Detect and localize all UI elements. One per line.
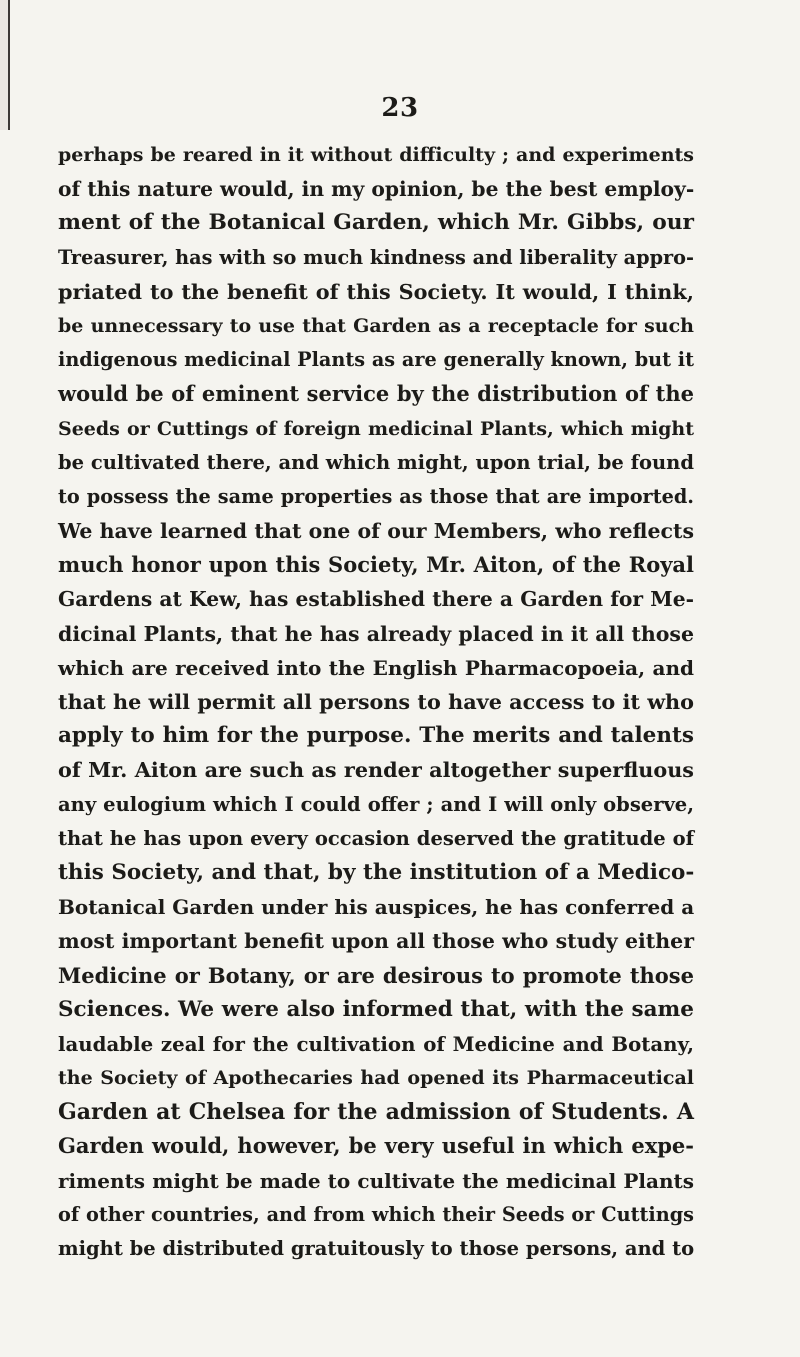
text-line: might be distributed gratuitously to those persons, and to — [58, 1237, 695, 1260]
body-text — [58, 138, 694, 1266]
text-line: Botanical Garden under his auspices, he has conferred a — [58, 895, 695, 920]
text-line: be cultivated there, and which might, upon trial, be found — [58, 450, 694, 474]
text-line: Seeds or Cuttings of foreign medicinal Plants, which might — [58, 417, 694, 440]
text-line: that he has upon every occasion deserved the gratitude of — [58, 826, 694, 850]
text-line: laudable zeal for the cultivation of Medicine and Botany, — [58, 1031, 694, 1056]
text-line: Garden at Chelsea for the admission of Students. A — [58, 1099, 694, 1126]
text-line: would be of eminent service by the distribution of the — [58, 381, 694, 407]
text-line: Garden would, however, be very useful in which expe- — [58, 1133, 694, 1159]
text-line: this Society, and that, by the institution of a Medico- — [58, 859, 695, 885]
text-line: most important benefit upon all those who study either — [58, 929, 694, 954]
text-line: any eulogium which I could offer ; and I will only observe, — [58, 792, 694, 816]
text-line: priated to the benefit of this Society. It would, I think, — [58, 279, 694, 304]
text-line: apply to him for the purpose. The merits and talents — [58, 723, 694, 749]
text-line: riments might be made to cultivate the medicinal Plants — [58, 1168, 694, 1193]
text-line: of this nature would, in my opinion, be the best employ- — [58, 177, 695, 202]
text-line: the Society of Apothecaries had opened its Pharmaceutical — [58, 1067, 694, 1090]
text-line: be unnecessary to use that Garden as a receptacle for such — [58, 314, 694, 337]
text-line: dicinal Plants, that he has already placed in it all those — [58, 621, 694, 646]
text-line: of Mr. Aiton are such as render altogether superfluous — [58, 758, 694, 783]
text-line: that he will permit all persons to have access to it who — [58, 690, 694, 714]
text-line: of other countries, and from which their Seeds or Cuttings — [58, 1202, 694, 1226]
text-line: We have learned that one of our Members, who reflects — [58, 519, 694, 544]
text-line: Medicine or Botany, or are desirous to promote those — [58, 962, 694, 988]
text-line: which are received into the English Pharmacopoeia, and — [58, 655, 694, 680]
text-line: Sciences. We were also informed that, with the same — [58, 996, 694, 1022]
text-line: much honor upon this Society, Mr. Aiton, of the Royal — [58, 552, 694, 578]
text-line: Treasurer, has with so much kindness and liberality appro- — [58, 245, 694, 269]
text-line: ment of the Botanical Garden, which Mr. Gibbs, our — [58, 210, 694, 236]
text-line: indigenous medicinal Plants as are generally known, but it — [58, 348, 694, 372]
text-line: Gardens at Kew, has established there a Garden for Me- — [58, 587, 694, 612]
text-line: perhaps be reared in it without difficulty ; and experiments — [58, 144, 694, 166]
page-number: 23 — [381, 93, 419, 123]
text-line: to possess the same properties as those that are imported. — [58, 484, 694, 508]
